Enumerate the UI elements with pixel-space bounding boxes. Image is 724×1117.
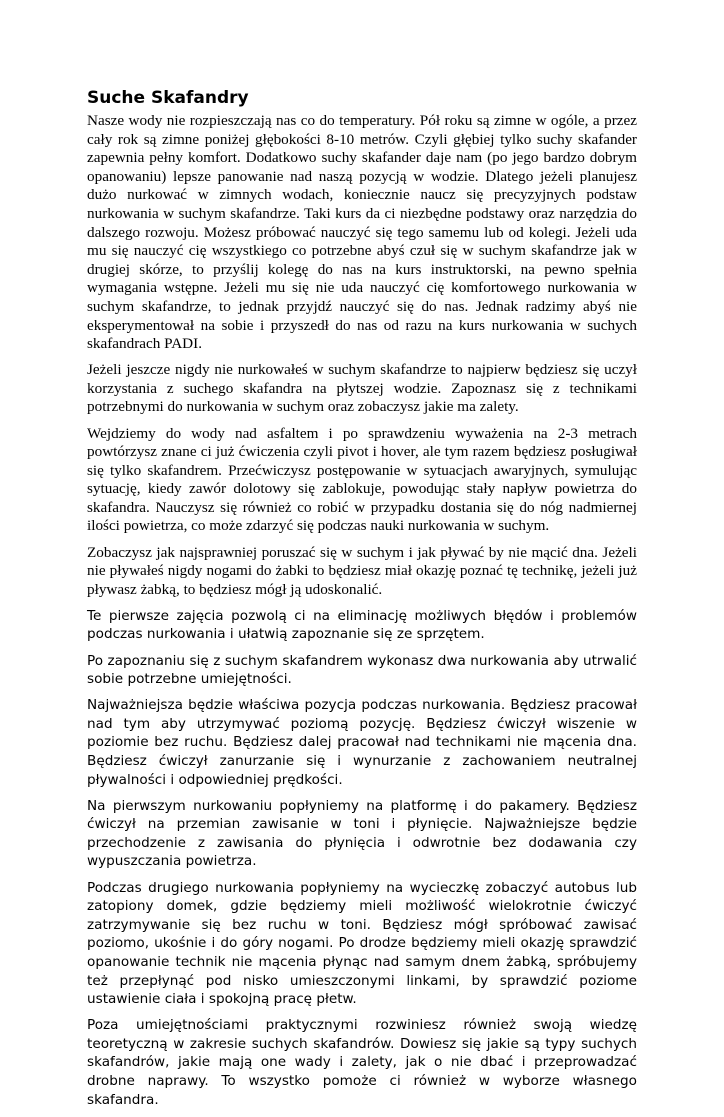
paragraph-second-dive: Podczas drugiego nurkowania popłyniemy na wycieczkę zobaczyć autobus lub zatopiony domek, gdzie będziemy mieli możliwość wielokrotnie ćwiczyć zatrzymywanie się bez ruchu w toni. Będziesz mógł spróbować zawisać poziomo, ukośnie i do góry nogami. Po drodze będziemy mieli okazję sprawdzić opanowanie technik nie mącenia płynąc nad samym dnem żabką, spróbujemy też przepłynąć pod nisko umieszczonymi linkami, by sprawdzić poziome ustawienie ciała i spokojną pracę płetw. (87, 879, 637, 1008)
paragraph-swimming-technique: Zobaczysz jak najsprawniej poruszać się w suchym i jak pływać by nie mącić dna. Jeżeli nie pływałeś nigdy nogami do żabki to będziesz miał okazję poznać tę technikę, jeżeli już pływasz żabką, to będziesz mógł ją udoskonalić. (87, 543, 637, 598)
paragraph-first-dive: Na pierwszym nurkowaniu popłyniemy na platformę i do pakamery. Będziesz ćwiczył na przemian zawisanie w toni i płynięcie. Najważniejsze będzie przechodzenie z zawisania do płynięcia i odwrotnie bez dodawania czy wypuszczania powietrza. (87, 797, 637, 870)
paragraph-two-dives: Po zapoznaniu się z suchym skafandrem wykonasz dwa nurkowania aby utrwalić sobie potrzebne umiejętności. (87, 652, 637, 688)
page-title: Suche Skafandry (87, 88, 249, 108)
paragraph-position: Najważniejsza będzie właściwa pozycja podczas nurkowania. Będziesz pracował nad tym aby utrzymywać poziomą pozycję. Będziesz ćwiczył wiszenie w poziomie bez ruchu. Będziesz dalej pracował nad technikami nie mącenia dna. Będziesz ćwiczył zanurzanie się i wynurzanie z zachowaniem neutralnej pływalności i odpowiedniej prędkości. (87, 697, 637, 788)
paragraph-shallow-water: Wejdziemy do wody nad asfaltem i po sprawdzeniu wyważenia na 2-3 metrach powtórzysz znane ci już ćwiczenia czyli pivot i hover, ale tym razem będziesz posługiwał się tylko skafandrem. Przećwiczysz postępowanie w sytuacjach awaryjnych, symulując sytuację, kiedy zawór dolotowy się zablokuje, powodując stały napływ powietrza do skafandra. Nauczysz się również co robić w przypadku dostania się do nóg nadmiernej ilości powietrza, co może zdarzyć się podczas nauki nurkowania w suchym. (87, 424, 637, 535)
paragraph-first-classes: Te pierwsze zajęcia pozwolą ci na eliminację możliwych błędów i problemów podczas nurkowania i ułatwią zapoznanie się ze sprzętem. (87, 607, 637, 643)
paragraph-theory: Poza umiejętnościami praktycznymi rozwiniesz również swoją wiedzę teoretyczną w zakresie suchych skafandrów. Dowiesz się jakie są typy suchych skafandrów, jakie mają one wady i zalety, jak o nie dbać i przeprowadzać drobne naprawy. To wszystko pomoże ci również w wyborze własnego skafandra. (87, 1017, 637, 1108)
paragraph-first-steps: Jeżeli jeszcze nigdy nie nurkowałeś w suchym skafandrze to najpierw będziesz się uczył korzystania z suchego skafandra na płytszej wodzie. Zapoznasz się z technikami potrzebnymi do nurkowania w suchym oraz zobaczysz jakie ma zalety. (87, 361, 637, 416)
document-page (87, 86, 637, 1117)
paragraph-intro: Nasze wody nie rozpieszczają nas co do temperatury. Pół roku są zimne w ogóle, a przez cały rok są zimne poniżej głębokości 8-10 metrów. Czyli głębiej tylko suchy skafander zapewnia pełny komfort. Dodatkowo suchy skafander daje nam (po jego bardzo dobrym opanowaniu) lepsze panowanie nad naszą pozycją w wodzie. Dlatego jeżeli planujesz dużo nurkować w zimnych wodach, koniecznie naucz się precyzyjnych podstaw nurkowania w suchym skafandrze. Taki kurs da ci niezbędne podstawy oraz narzędzia do dalszego rozwoju. Możesz próbować nauczyć się tego samemu lub od kolegi. Jeżeli uda mu się nauczyć cię wszystkiego co potrzebne abyś czuł się w suchym skafandrze jak w drugiej skórze, to przyślij kolegę do nas na kurs instruktorski, na pewno spełnia wymagania wstępne. Jeżeli mu się nie uda nauczyć cię komfortowego nurkowania w suchym skafandrze, to jednak przyjdź nauczyć się do nas. Jednak radzimy abyś nie eksperymentował na sobie i przyszedł do nas od razu na kurs nurkowania w suchych skafandrach PADI. (87, 112, 637, 353)
